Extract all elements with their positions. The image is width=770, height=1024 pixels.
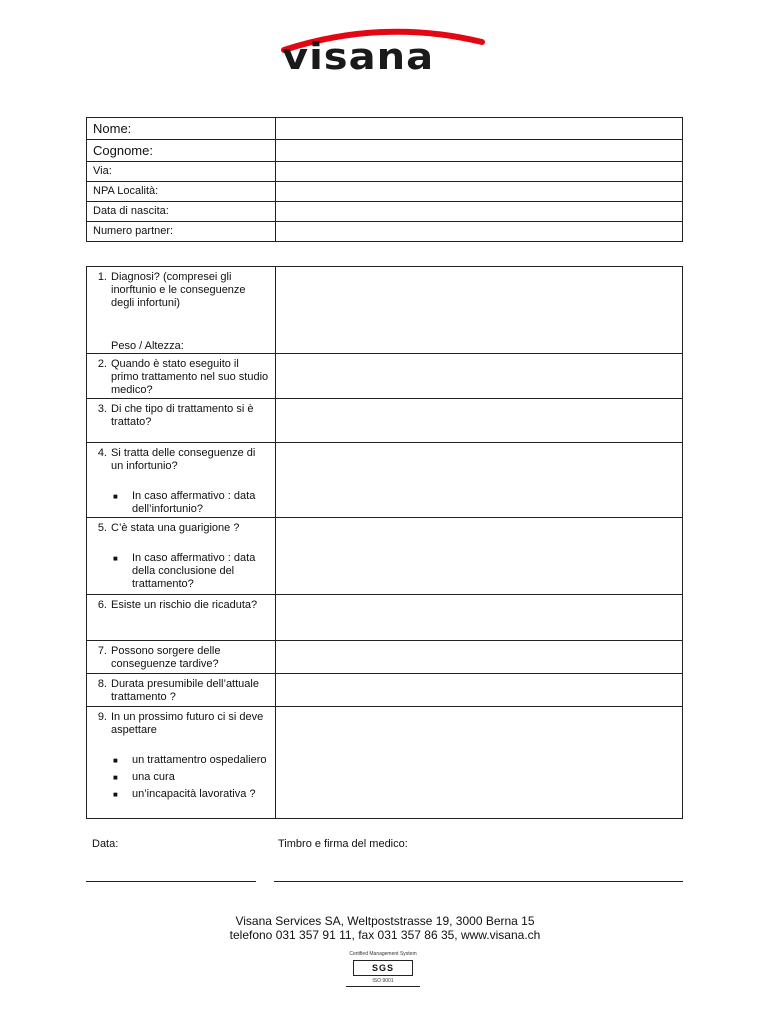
question-7 (87, 641, 276, 674)
question-1 (87, 267, 276, 354)
question-number: 6. (97, 599, 107, 611)
label-npa-localita: NPA Località: (87, 182, 276, 202)
address-line-2: telefono 031 357 91 11, fax 031 357 86 35, www.visana.ch (229, 928, 541, 942)
cert-mark: SGS (371, 963, 394, 973)
question-text: C’è stata una guarigione ? (111, 522, 240, 534)
bullet-text: In caso affermativo : data della conclusione del trattamento? (132, 552, 256, 590)
questionnaire-table (86, 266, 683, 819)
question-6 (87, 595, 276, 641)
question-number: 8. (97, 678, 107, 690)
cert-standard: ISO 9001 (372, 978, 394, 984)
question-text: Si tratta delle conseguenze di un infortunio? (111, 447, 256, 472)
bullet-text: In caso affermativo : data dell’infortunio? (132, 490, 256, 515)
answer-6[interactable] (276, 595, 683, 641)
sgs-logo-icon (353, 960, 413, 976)
bullet-square-icon: ■ (113, 773, 118, 782)
question-row-1 (87, 267, 683, 354)
question-bullet (93, 771, 269, 784)
answer-3[interactable] (276, 399, 683, 443)
cert-title: Certified Management System (349, 951, 417, 957)
field-data-di-nascita[interactable] (276, 202, 683, 222)
date-line[interactable] (86, 881, 256, 882)
question-row-2 (87, 354, 683, 399)
signature-label: Timbro e firma del medico: (278, 838, 408, 850)
bullet-square-icon: ■ (113, 756, 118, 765)
personal-row-birthdate (87, 202, 683, 222)
answer-2[interactable] (276, 354, 683, 399)
question-number: 3. (97, 403, 107, 415)
question-text: Esiste un rischio die ricaduta? (111, 599, 258, 611)
question-subfield: Peso / Altezza: (111, 340, 184, 352)
field-cognome[interactable] (276, 140, 683, 162)
personal-row-street (87, 162, 683, 182)
question-5 (87, 518, 276, 595)
field-via[interactable] (276, 162, 683, 182)
answer-4[interactable] (276, 443, 683, 518)
question-8 (87, 674, 276, 707)
question-text: Di che tipo di trattamento si è trattato? (111, 403, 254, 428)
question-number: 1. (97, 271, 107, 283)
visana-logo (280, 28, 486, 88)
question-text: Quando è stato eseguito il primo trattamento nel suo studio medico? (111, 358, 269, 396)
answer-1[interactable] (276, 267, 683, 354)
question-row-3 (87, 399, 683, 443)
field-npa-localita[interactable] (276, 182, 683, 202)
field-numero-partner[interactable] (276, 222, 683, 242)
bullet-text: un trattamentro ospedaliero (132, 754, 267, 766)
question-text: In un prossimo futuro ci si deve aspettare (111, 711, 264, 736)
bullet-square-icon: ■ (113, 554, 118, 563)
question-row-7 (87, 641, 683, 674)
label-numero-partner: Numero partner: (87, 222, 276, 242)
answer-7[interactable] (276, 641, 683, 674)
bullet-text: un’incapacità lavorativa ? (132, 788, 256, 800)
question-number: 7. (97, 645, 107, 657)
bullet-text: una cura (132, 771, 175, 783)
personal-row-name (87, 118, 683, 140)
question-row-5 (87, 518, 683, 595)
question-row-9 (87, 707, 683, 819)
personal-data-table (86, 117, 683, 242)
logo-wordmark: visana (282, 36, 435, 79)
question-text: Durata presumibile dell’attuale trattamento ? (111, 678, 259, 703)
question-bullet (93, 552, 269, 591)
answer-8[interactable] (276, 674, 683, 707)
bullet-square-icon: ■ (113, 790, 118, 799)
question-row-8 (87, 674, 683, 707)
label-data-di-nascita: Data di nascita: (87, 202, 276, 222)
question-9 (87, 707, 276, 819)
personal-row-city (87, 182, 683, 202)
answer-9[interactable] (276, 707, 683, 819)
question-2 (87, 354, 276, 399)
date-label: Data: (92, 838, 119, 850)
field-nome[interactable] (276, 118, 683, 140)
personal-row-surname (87, 140, 683, 162)
signature-line[interactable] (274, 881, 683, 882)
certification-badge (340, 951, 426, 987)
question-row-4 (87, 443, 683, 518)
question-number: 4. (97, 447, 107, 459)
label-nome: Nome: (87, 118, 276, 140)
question-text: Diagnosi? (compresei gli inorftunio e le conseguenze degli infortuni) (111, 271, 246, 309)
address-line-1: Visana Services SA, Weltpoststrasse 19, 3000 Berna 15 (235, 914, 535, 928)
question-bullet (93, 490, 269, 516)
answer-5[interactable] (276, 518, 683, 595)
label-cognome: Cognome: (87, 140, 276, 162)
bullet-square-icon: ■ (113, 492, 118, 501)
label-via: Via: (87, 162, 276, 182)
question-number: 2. (97, 358, 107, 370)
question-row-6 (87, 595, 683, 641)
question-text: Possono sorgere delle conseguenze tardive? (111, 645, 221, 670)
question-4 (87, 443, 276, 518)
question-3 (87, 399, 276, 443)
question-bullet (93, 754, 269, 767)
question-number: 9. (97, 711, 107, 723)
personal-row-partner (87, 222, 683, 242)
cert-divider (346, 986, 420, 987)
question-bullet (93, 788, 269, 801)
question-number: 5. (97, 522, 107, 534)
